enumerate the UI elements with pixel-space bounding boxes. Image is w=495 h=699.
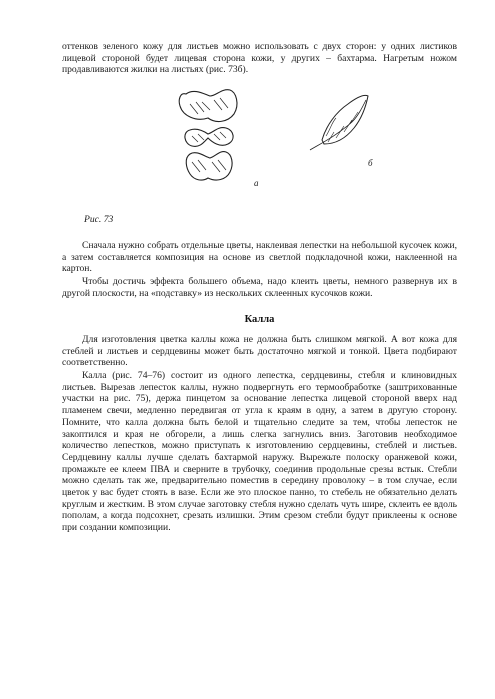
figure-label-b: б	[368, 158, 373, 168]
leaf-drawing-b	[310, 95, 368, 150]
paragraph-assemble: Сначала нужно собрать отдельные цветы, наклеивая лепестки на небольшой кусочек кожи, а затем составляется композиция на основе из светлой подкладочной кожи, наклеенной на картон.	[62, 240, 457, 275]
paragraph-intro: оттенков зеленого кожу для листьев можно использовать с двух сторон: у одних листиков лицевой стороной будет лицевая сторона кожи, у других – бахтарма. Нагретым ножом продавливаются жилки на листьях (рис. 73б).	[62, 41, 457, 76]
figure-label-a: а	[254, 178, 259, 188]
paragraph-calla-intro: Для изготовления цветка каллы кожа не должна быть слишком мягкой. А вот кожа для стеблей и листьев и сердцевины может быть достаточно мягкой и тонкой. Цвета подбирают соответственно.	[62, 334, 457, 369]
paragraph-calla-main: Калла (рис. 74–76) состоит из одного лепестка, сердцевины, стебля и клиновидных листьев. Вырезав лепесток каллы, нужно подвергнуть его термообработке (заштрихованные участки на рис. 75), держа пинцетом за основание лепестка лицевой стороной вверх над пламенем свечи, медленно передвигая от угла к краям в одну, а затем в другую сторону. Помните, что калла должна быть белой и тщательно следите за тем, чтобы лепесток не закоптился и края не обгорели, а лишь слегка загнулись вниз. Заготовив необходимое количество лепестков, можно приступать к изготовлению сердцевины, стеблей и листьев. Сердцевину каллы лучше сделать бахтармой наружу. Вырежьте полоску оранжевой кожи, промажьте ее клеем ПВА и сверните в трубочку, соединив продольные срезы встык. Стебли можно сделать так же, предварительно поместив в середину проволоку – в том случае, если цветок у вас будет стоять в вазе. Если же это плоское панно, то стебель не обязательно делать круглым и жестким. В этом случае заготовку стебля нужно сделать чуть шире, склеить ее вдоль пополам, а когда подсохнет, срезать излишки. Этим срезом стебли будут приклеены к основе при создании композиции.	[62, 370, 457, 534]
paragraph-volume: Чтобы достичь эффекта большего объема, надо клеить цветы, немного развернув их в другой плоскости, на «подставку» из нескольких склеенных кусочков кожи.	[62, 276, 457, 299]
petal-pattern-a	[179, 90, 237, 180]
figure-caption: Рис. 73	[84, 214, 114, 225]
figure-73-illustration	[150, 82, 400, 204]
section-heading: Калла	[244, 314, 275, 325]
